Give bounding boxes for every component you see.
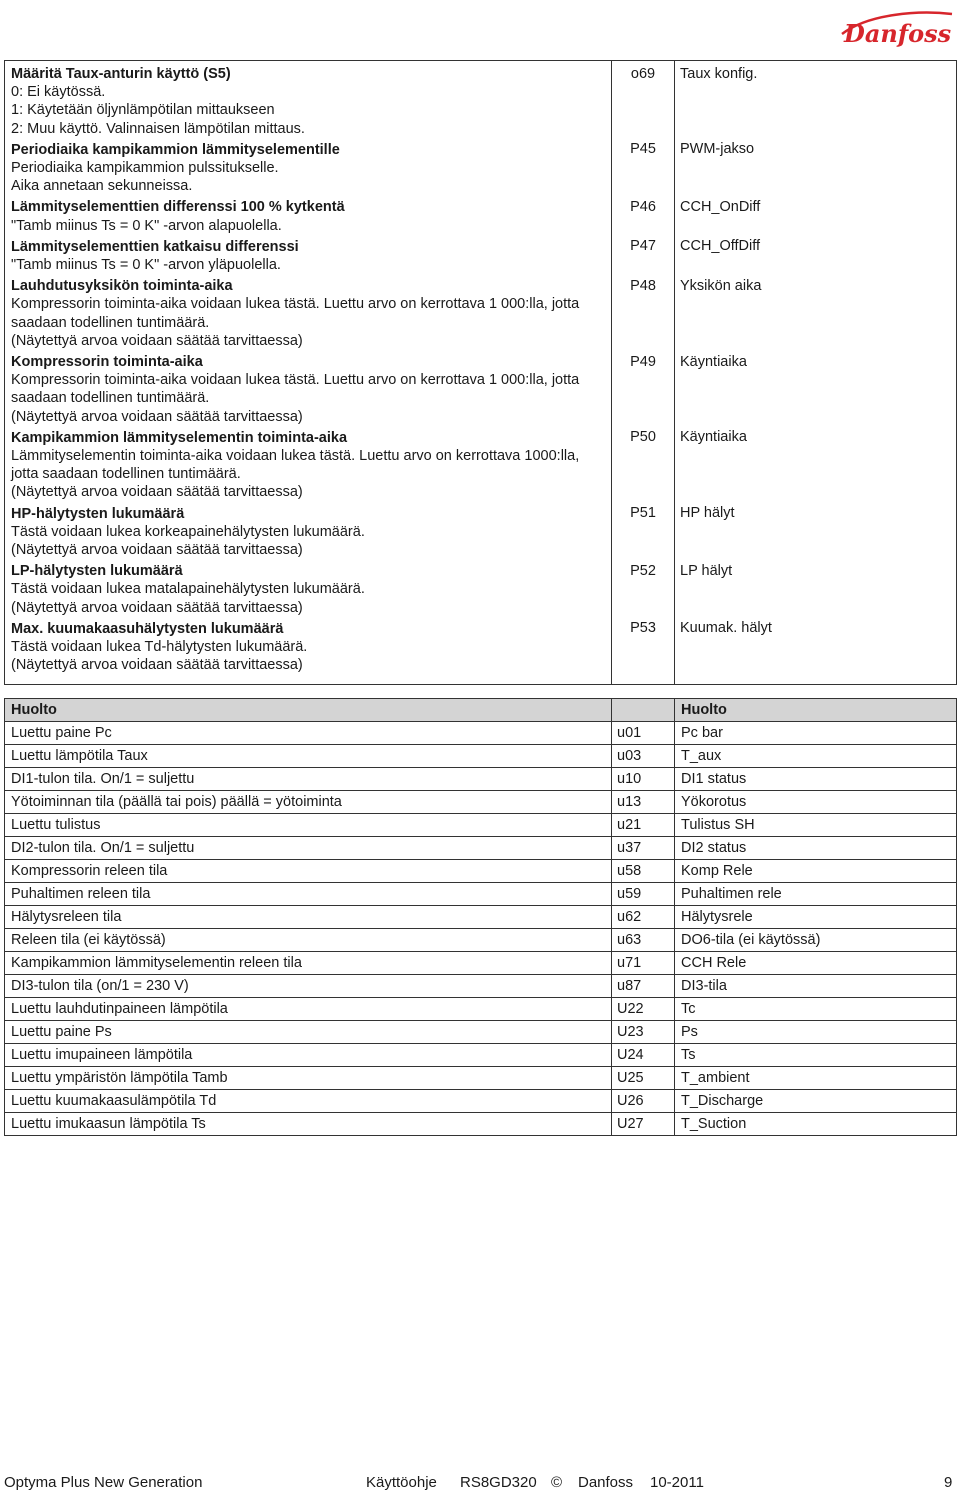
service-label: DO6-tila (ei käytössä) [675, 929, 957, 952]
param-code: P45 [630, 141, 656, 158]
service-header-right: Huolto [675, 699, 957, 722]
param-block [11, 277, 605, 350]
service-label: CCH Rele [675, 952, 957, 975]
param-description-line: "Tamb miinus Ts = 0 K" -arvon alapuolella. [11, 217, 282, 234]
param-description-line: Aika annetaan sekunneissa. [11, 178, 193, 195]
service-desc: Luettu imukaasun lämpötila Ts [5, 1113, 612, 1136]
footer-page-number: 9 [944, 1474, 953, 1491]
param-description-line: "Tamb miinus Ts = 0 K" -arvon yläpuolella. [11, 257, 281, 274]
service-desc: Releen tila (ei käytössä) [5, 929, 612, 952]
param-block [11, 505, 605, 560]
service-label: T_Suction [675, 1113, 957, 1136]
service-label: Hälytysrele [675, 906, 957, 929]
danfoss-logo [838, 4, 956, 48]
service-row [5, 998, 957, 1021]
service-desc: Luettu ympäristön lämpötila Tamb [5, 1067, 612, 1090]
parameter-row [5, 61, 957, 685]
service-code: U27 [612, 1113, 675, 1136]
param-description-line: Kompressorin toiminta-aika voidaan lukea tästä. Luettu arvo on kerrottava 1 000:lla, jotta saadaan todellinen tuntimäärä. [11, 372, 580, 407]
param-description-line: (Näytettyä arvoa voidaan säätää tarvittaessa) [11, 484, 303, 501]
param-code: P51 [630, 505, 656, 522]
service-code: u13 [612, 791, 675, 814]
param-block [11, 620, 605, 675]
service-code: u58 [612, 860, 675, 883]
parameter-table [4, 60, 957, 685]
service-desc: Puhaltimen releen tila [5, 883, 612, 906]
service-desc: DI1-tulon tila. On/1 = suljettu [5, 768, 612, 791]
service-label: Ps [675, 1021, 957, 1044]
param-title: Periodiaika kampikammion lämmityselementille [11, 141, 340, 158]
service-code: u03 [612, 745, 675, 768]
service-desc: Luettu paine Ps [5, 1021, 612, 1044]
service-row [5, 837, 957, 860]
param-label: Taux konfig. [680, 65, 758, 82]
service-row [5, 860, 957, 883]
service-row [5, 814, 957, 837]
service-desc: Luettu imupaineen lämpötila [5, 1044, 612, 1067]
service-row [5, 952, 957, 975]
service-desc: Luettu lämpötila Taux [5, 745, 612, 768]
service-desc: Luettu kuumakaasulämpötila Td [5, 1090, 612, 1113]
param-code: P50 [630, 429, 656, 446]
param-code: o69 [630, 65, 656, 82]
param-block [11, 198, 605, 234]
service-label: Yökorotus [675, 791, 957, 814]
service-row [5, 929, 957, 952]
param-block [11, 562, 605, 617]
footer-doc-type: Käyttöohje [366, 1474, 437, 1491]
service-row [5, 791, 957, 814]
param-description-line: Tästä voidaan lukea matalapainehälytysten lukumäärä. [11, 581, 365, 598]
param-title: LP-hälytysten lukumäärä [11, 563, 183, 580]
footer-date: 10-2011 [650, 1474, 704, 1491]
param-label: HP hälyt [680, 505, 735, 522]
service-row [5, 1067, 957, 1090]
param-description-line: 2: Muu käyttö. Valinnaisen lämpötilan mittaus. [11, 120, 305, 137]
service-row [5, 745, 957, 768]
service-header-row [5, 699, 957, 722]
param-description-line: (Näytettyä arvoa voidaan säätää tarvittaessa) [11, 408, 303, 425]
param-description-line: 0: Ei käytössä. [11, 84, 106, 101]
service-desc: Hälytysreleen tila [5, 906, 612, 929]
param-code: P48 [630, 277, 656, 294]
service-code: U22 [612, 998, 675, 1021]
param-label: Yksikön aika [680, 277, 762, 294]
param-label: CCH_OnDiff [680, 198, 761, 215]
param-title: Kompressorin toiminta-aika [11, 354, 203, 371]
service-row [5, 1113, 957, 1136]
service-row [5, 1090, 957, 1113]
param-codes [612, 61, 675, 685]
param-descriptions [5, 61, 612, 685]
param-block [11, 353, 605, 426]
param-label: LP hälyt [680, 562, 733, 579]
param-description-line: Lämmityselementin toiminta-aika voidaan lukea tästä. Luettu arvo on kerrottava 1000:lla, jotta saadaan todellinen tuntimäärä. [11, 448, 580, 483]
service-row [5, 768, 957, 791]
param-title: Max. kuumakaasuhälytysten lukumäärä [11, 620, 284, 637]
param-description-line: (Näytettyä arvoa voidaan säätää tarvittaessa) [11, 599, 303, 616]
service-header-left: Huolto [5, 699, 612, 722]
footer-doc-code: RS8GD320 [460, 1474, 537, 1491]
service-code: u10 [612, 768, 675, 791]
service-row [5, 1044, 957, 1067]
service-row [5, 1021, 957, 1044]
service-label: T_ambient [675, 1067, 957, 1090]
service-header-empty [612, 699, 675, 722]
param-block [11, 141, 605, 196]
service-desc: Kampikammion lämmityselementin releen tila [5, 952, 612, 975]
service-code: u71 [612, 952, 675, 975]
footer-product: Optyma Plus New Generation [4, 1474, 203, 1491]
service-label: DI3-tila [675, 975, 957, 998]
param-code: P47 [630, 238, 656, 255]
param-label: Käyntiaika [680, 353, 747, 370]
service-code: u37 [612, 837, 675, 860]
service-code: u62 [612, 906, 675, 929]
service-row [5, 975, 957, 998]
service-desc: Yötoiminnan tila (päällä tai pois) päällä = yötoiminta [5, 791, 612, 814]
param-code: P53 [630, 620, 656, 637]
param-description-line: (Näytettyä arvoa voidaan säätää tarvittaessa) [11, 657, 303, 674]
service-code: U25 [612, 1067, 675, 1090]
param-title: HP-hälytysten lukumäärä [11, 505, 185, 522]
param-label: Käyntiaika [680, 429, 747, 446]
service-code: U24 [612, 1044, 675, 1067]
service-desc: Kompressorin releen tila [5, 860, 612, 883]
service-code: u01 [612, 722, 675, 745]
param-description-line: (Näytettyä arvoa voidaan säätää tarvittaessa) [11, 332, 303, 349]
param-description-line: Tästä voidaan lukea Td-hälytysten lukumäärä. [11, 639, 308, 656]
param-block [11, 429, 605, 502]
footer-company: Danfoss [578, 1474, 634, 1491]
service-label: Puhaltimen rele [675, 883, 957, 906]
service-code: U26 [612, 1090, 675, 1113]
param-title: Lämmityselementtien katkaisu differenssi [11, 238, 299, 255]
param-title: Lauhdutusyksikön toiminta-aika [11, 278, 233, 295]
param-title: Lämmityselementtien differenssi 100 % kytkentä [11, 199, 345, 216]
service-label: DI1 status [675, 768, 957, 791]
footer-copyright: © [551, 1474, 563, 1491]
param-description-line: Periodiaika kampikammion pulssitukselle. [11, 160, 279, 177]
param-block [11, 65, 605, 138]
param-block [11, 238, 605, 274]
service-label: Pc bar [675, 722, 957, 745]
param-label: PWM-jakso [680, 141, 755, 158]
service-desc: DI2-tulon tila. On/1 = suljettu [5, 837, 612, 860]
service-desc: DI3-tulon tila (on/1 = 230 V) [5, 975, 612, 998]
param-label: CCH_OffDiff [680, 238, 761, 255]
service-row [5, 722, 957, 745]
param-description-line: Tästä voidaan lukea korkeapainehälytysten lukumäärä. [11, 523, 365, 540]
param-title: Määritä Taux-anturin käyttö (S5) [11, 66, 231, 82]
service-label: Ts [675, 1044, 957, 1067]
service-code: U23 [612, 1021, 675, 1044]
service-code: u21 [612, 814, 675, 837]
param-code: P52 [630, 562, 656, 579]
logo-wordmark: Danfoss [844, 19, 952, 48]
service-label: T_Discharge [675, 1090, 957, 1113]
param-label: Kuumak. hälyt [680, 620, 772, 637]
service-desc: Luettu paine Pc [5, 722, 612, 745]
service-code: u59 [612, 883, 675, 906]
service-desc: Luettu tulistus [5, 814, 612, 837]
service-row [5, 883, 957, 906]
param-description-line: (Näytettyä arvoa voidaan säätää tarvittaessa) [11, 542, 303, 559]
param-code: P49 [630, 353, 656, 370]
param-labels [675, 61, 957, 685]
service-table [4, 698, 957, 1136]
param-description-line: Kompressorin toiminta-aika voidaan lukea tästä. Luettu arvo on kerrottava 1 000:lla, jotta saadaan todellinen tuntimäärä. [11, 296, 580, 331]
param-code: P46 [630, 198, 656, 215]
service-code: u87 [612, 975, 675, 998]
service-label: T_aux [675, 745, 957, 768]
service-desc: Luettu lauhdutinpaineen lämpötila [5, 998, 612, 1021]
service-label: Komp Rele [675, 860, 957, 883]
service-row [5, 906, 957, 929]
service-label: Tc [675, 998, 957, 1021]
param-title: Kampikammion lämmityselementin toiminta-aika [11, 429, 348, 446]
service-label: DI2 status [675, 837, 957, 860]
param-description-line: 1: Käytetään öljynlämpötilan mittaukseen [11, 102, 275, 119]
service-label: Tulistus SH [675, 814, 957, 837]
service-code: u63 [612, 929, 675, 952]
